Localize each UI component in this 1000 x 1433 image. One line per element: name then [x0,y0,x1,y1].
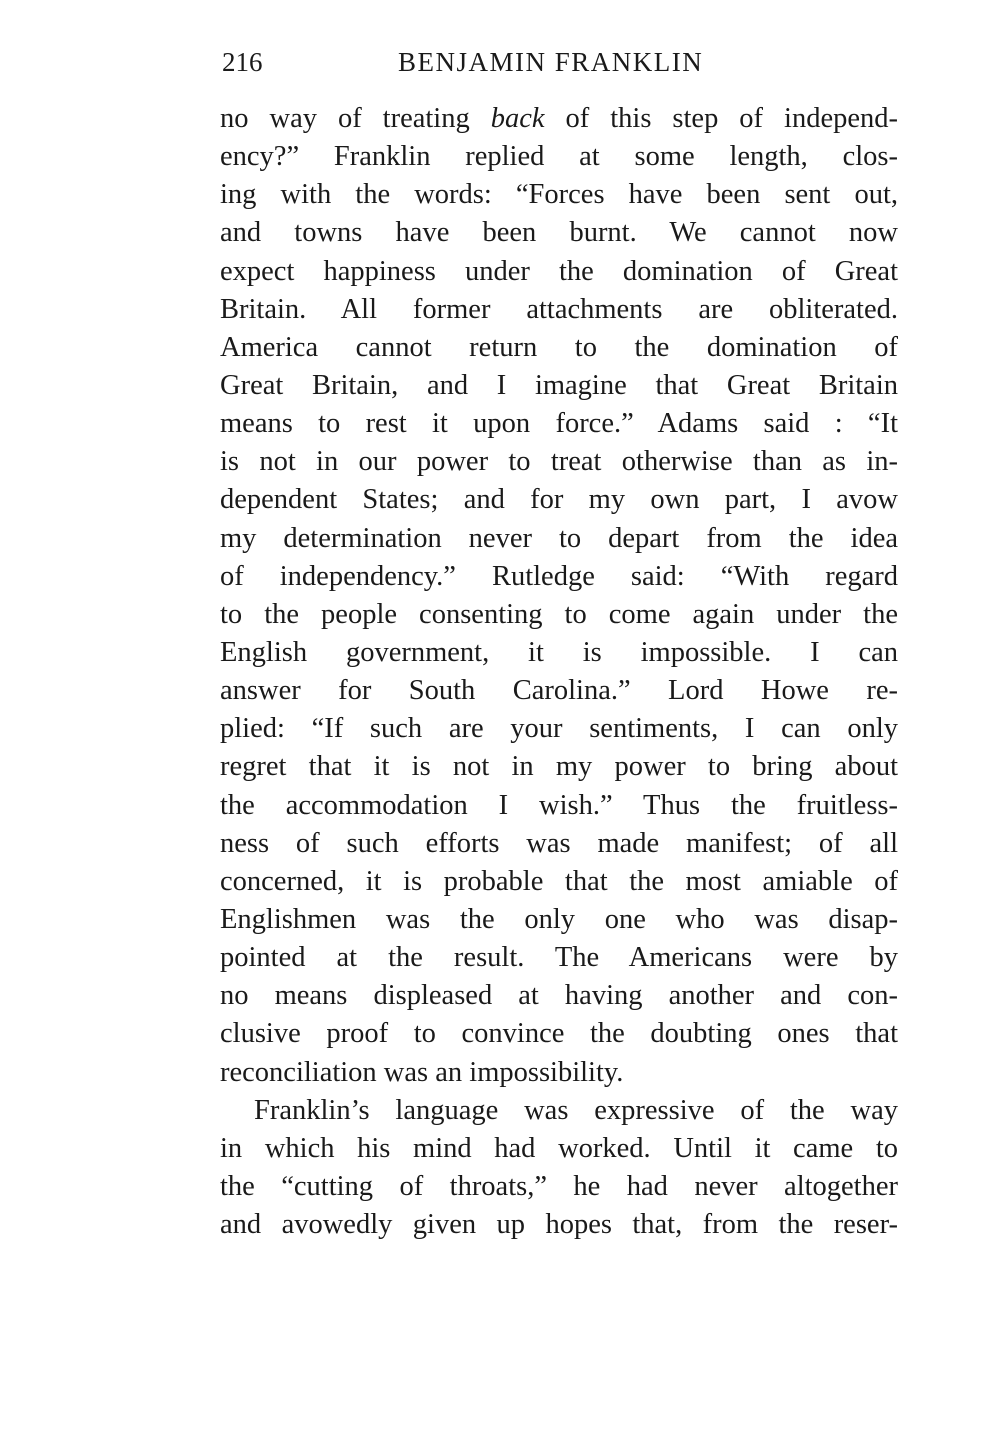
text-line: plied: “If such are your sentiments, I can only [220,713,898,745]
paragraph-1 [220,100,898,1092]
text-line: ing with the words: “Forces have been sent out, [220,179,898,211]
text-line: no way of treating back of this step of independ- [220,103,898,134]
text-line: in which his mind had worked. Until it came to [220,1132,898,1164]
page-number: 216 [222,47,263,77]
text-line: clusive proof to convince the doubting ones that [220,1018,898,1050]
text-line: regret that it is not in my power to bring about [220,751,898,783]
text-line: my determination never to depart from the idea [220,522,898,554]
text-line: the accommodation I wish.” Thus the fruitless- [220,789,898,821]
text-line: and avowedly given up hopes that, from the reser- [220,1209,898,1241]
text-line: the “cutting of throats,” he had never altogether [220,1170,898,1202]
text-line: ency?” Franklin replied at some length, clos- [220,141,898,173]
text-line: and towns have been burnt. We cannot now [220,217,898,249]
text-line: expect happiness under the domination of Great [220,255,898,287]
text-line: of independency.” Rutledge said: “With regard [220,560,898,592]
text-line: answer for South Carolina.” Lord Howe re- [220,675,898,707]
text-line: means to rest it upon force.” Adams said : “It [220,408,898,440]
running-title: BENJAMIN FRANKLIN [398,47,704,77]
body-text [220,100,898,1244]
text-line: pointed at the result. The Americans were by [220,942,898,974]
text-line: to the people consenting to come again under the [220,598,898,630]
text-line: Great Britain, and I imagine that Great Britain [220,369,898,401]
text-line: reconciliation was an impossibility. [220,1056,624,1088]
text-line: is not in our power to treat otherwise than as in- [220,446,898,478]
text-line: English government, it is impossible. I can [220,636,898,668]
paragraph-2 [220,1092,898,1245]
text-line: concerned, it is probable that the most amiable of [220,865,898,897]
emphasis-text: back [490,103,545,134]
text-line: Englishmen was the only one who was disap- [220,903,898,935]
text-line: ness of such efforts was made manifest; of all [220,827,898,859]
text-line: America cannot return to the domination of [220,331,898,363]
text-line: Britain. All former attachments are obliterated. [220,293,898,325]
text-line: Franklin’s language was expressive of the way [254,1094,898,1126]
text-line: dependent States; and for my own part, I avow [220,484,898,516]
text-line: no means displeased at having another and con- [220,980,898,1012]
running-head [220,44,900,80]
